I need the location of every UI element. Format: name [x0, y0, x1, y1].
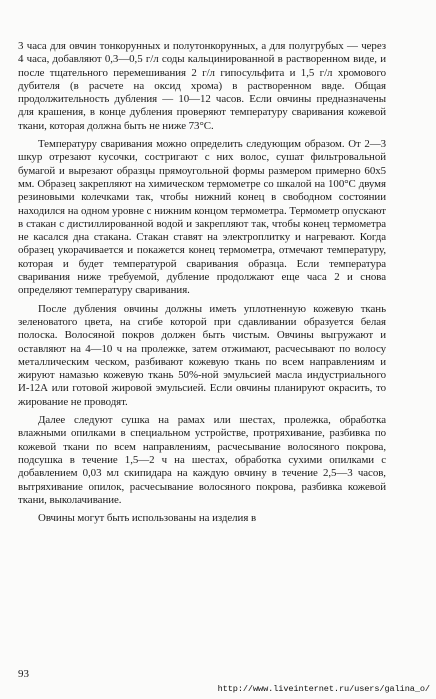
paragraph-drying: Далее следуют сушка на рамах или шестах, пролежка, обработка влажными опилками в специальном устройстве, протряхивание, разбивка по кожевой ткани по всем направлениям, расчесывание волосяного покрова, подсушка в течение 1,5—2 ч на шестах, обработка сухими опилками с добавлением 0,03 мл скипидара на каждую овчину в течение 2,5—3 часов, вытряхивание опилок, расчесывание волосяного покрова, разбивка кожевой ткани, выколачивание.: [18, 414, 386, 506]
watermark-url: http://www.liveinternet.ru/users/galina_o/: [217, 684, 430, 694]
paragraph-tanning-continuation: 3 часа для овчин тонкорунных и полутонкорунных, а для полугрубых — через 4 часа, добавляют 0,3—0,5 г/л соды кальцинированной в растворенном виде, и после тщательного перемешивания 2 г/л гипосульфита и 1,5 г/л хромового дубителя (в расчете на оксид хрома) в растворенном ввде. Общая продолжительность дубления — 10—12 часов. Если овчины предназначены для крашения, в конце дубления проверяют температуру сваривания кожевой ткани, которая должна быть не ниже 73°С.: [18, 40, 386, 132]
paragraph-after-tanning: После дубления овчины должны иметь уплотненную кожевую ткань зеленоватого цвета, на сгибе которой при сдавливании образуется белая полоска. Волосяной покров должен быть чистым. Овчины выгружают и оставляют на 4—10 ч на пролежке, затем отжимают, расчесывают по волосу металлическим ческом, разбивают кожевую ткань по всем направлениям и жируют намазью кожевую ткань 50%-ной эмульсией масла индустриального И-12А или готовой жировой эмульсией. Если овчины планируют окрасить, то жирование не проводят.: [18, 302, 386, 408]
page-number: 93: [18, 668, 29, 680]
paragraph-welding-temperature: Температуру сваривания можно определить следующим образом. От 2—3 шкур отрезают кусочки, состригают с них волос, сушат фильтровальной бумагой и вырезают образцы прямоугольной формы размером примерно 60x5 мм. Образец закрепляют на химическом термометре со шкалой на 100°С двумя резиновыми колечками так, чтобы нижний конец в свободном состоянии находился на одном уровне с нижним концом термометра. Термометр опускают в стакан с дистиллированной водой и закрепляют так, чтобы конец термометра не касался дна стакана. Стакан ставят на электроплитку и нагревают. Когда образец укорачивается и покажется конец термометра, отмечают температуру, которая и будет температурой сваривания образца. Если температура сваривания ниже требуемой, дубление продолжают еще часа 2 и снова определяют температуру сваривания.: [18, 138, 386, 297]
paragraph-usage: Овчины могут быть использованы на изделия в: [38, 512, 257, 525]
body-text: [18, 40, 386, 530]
